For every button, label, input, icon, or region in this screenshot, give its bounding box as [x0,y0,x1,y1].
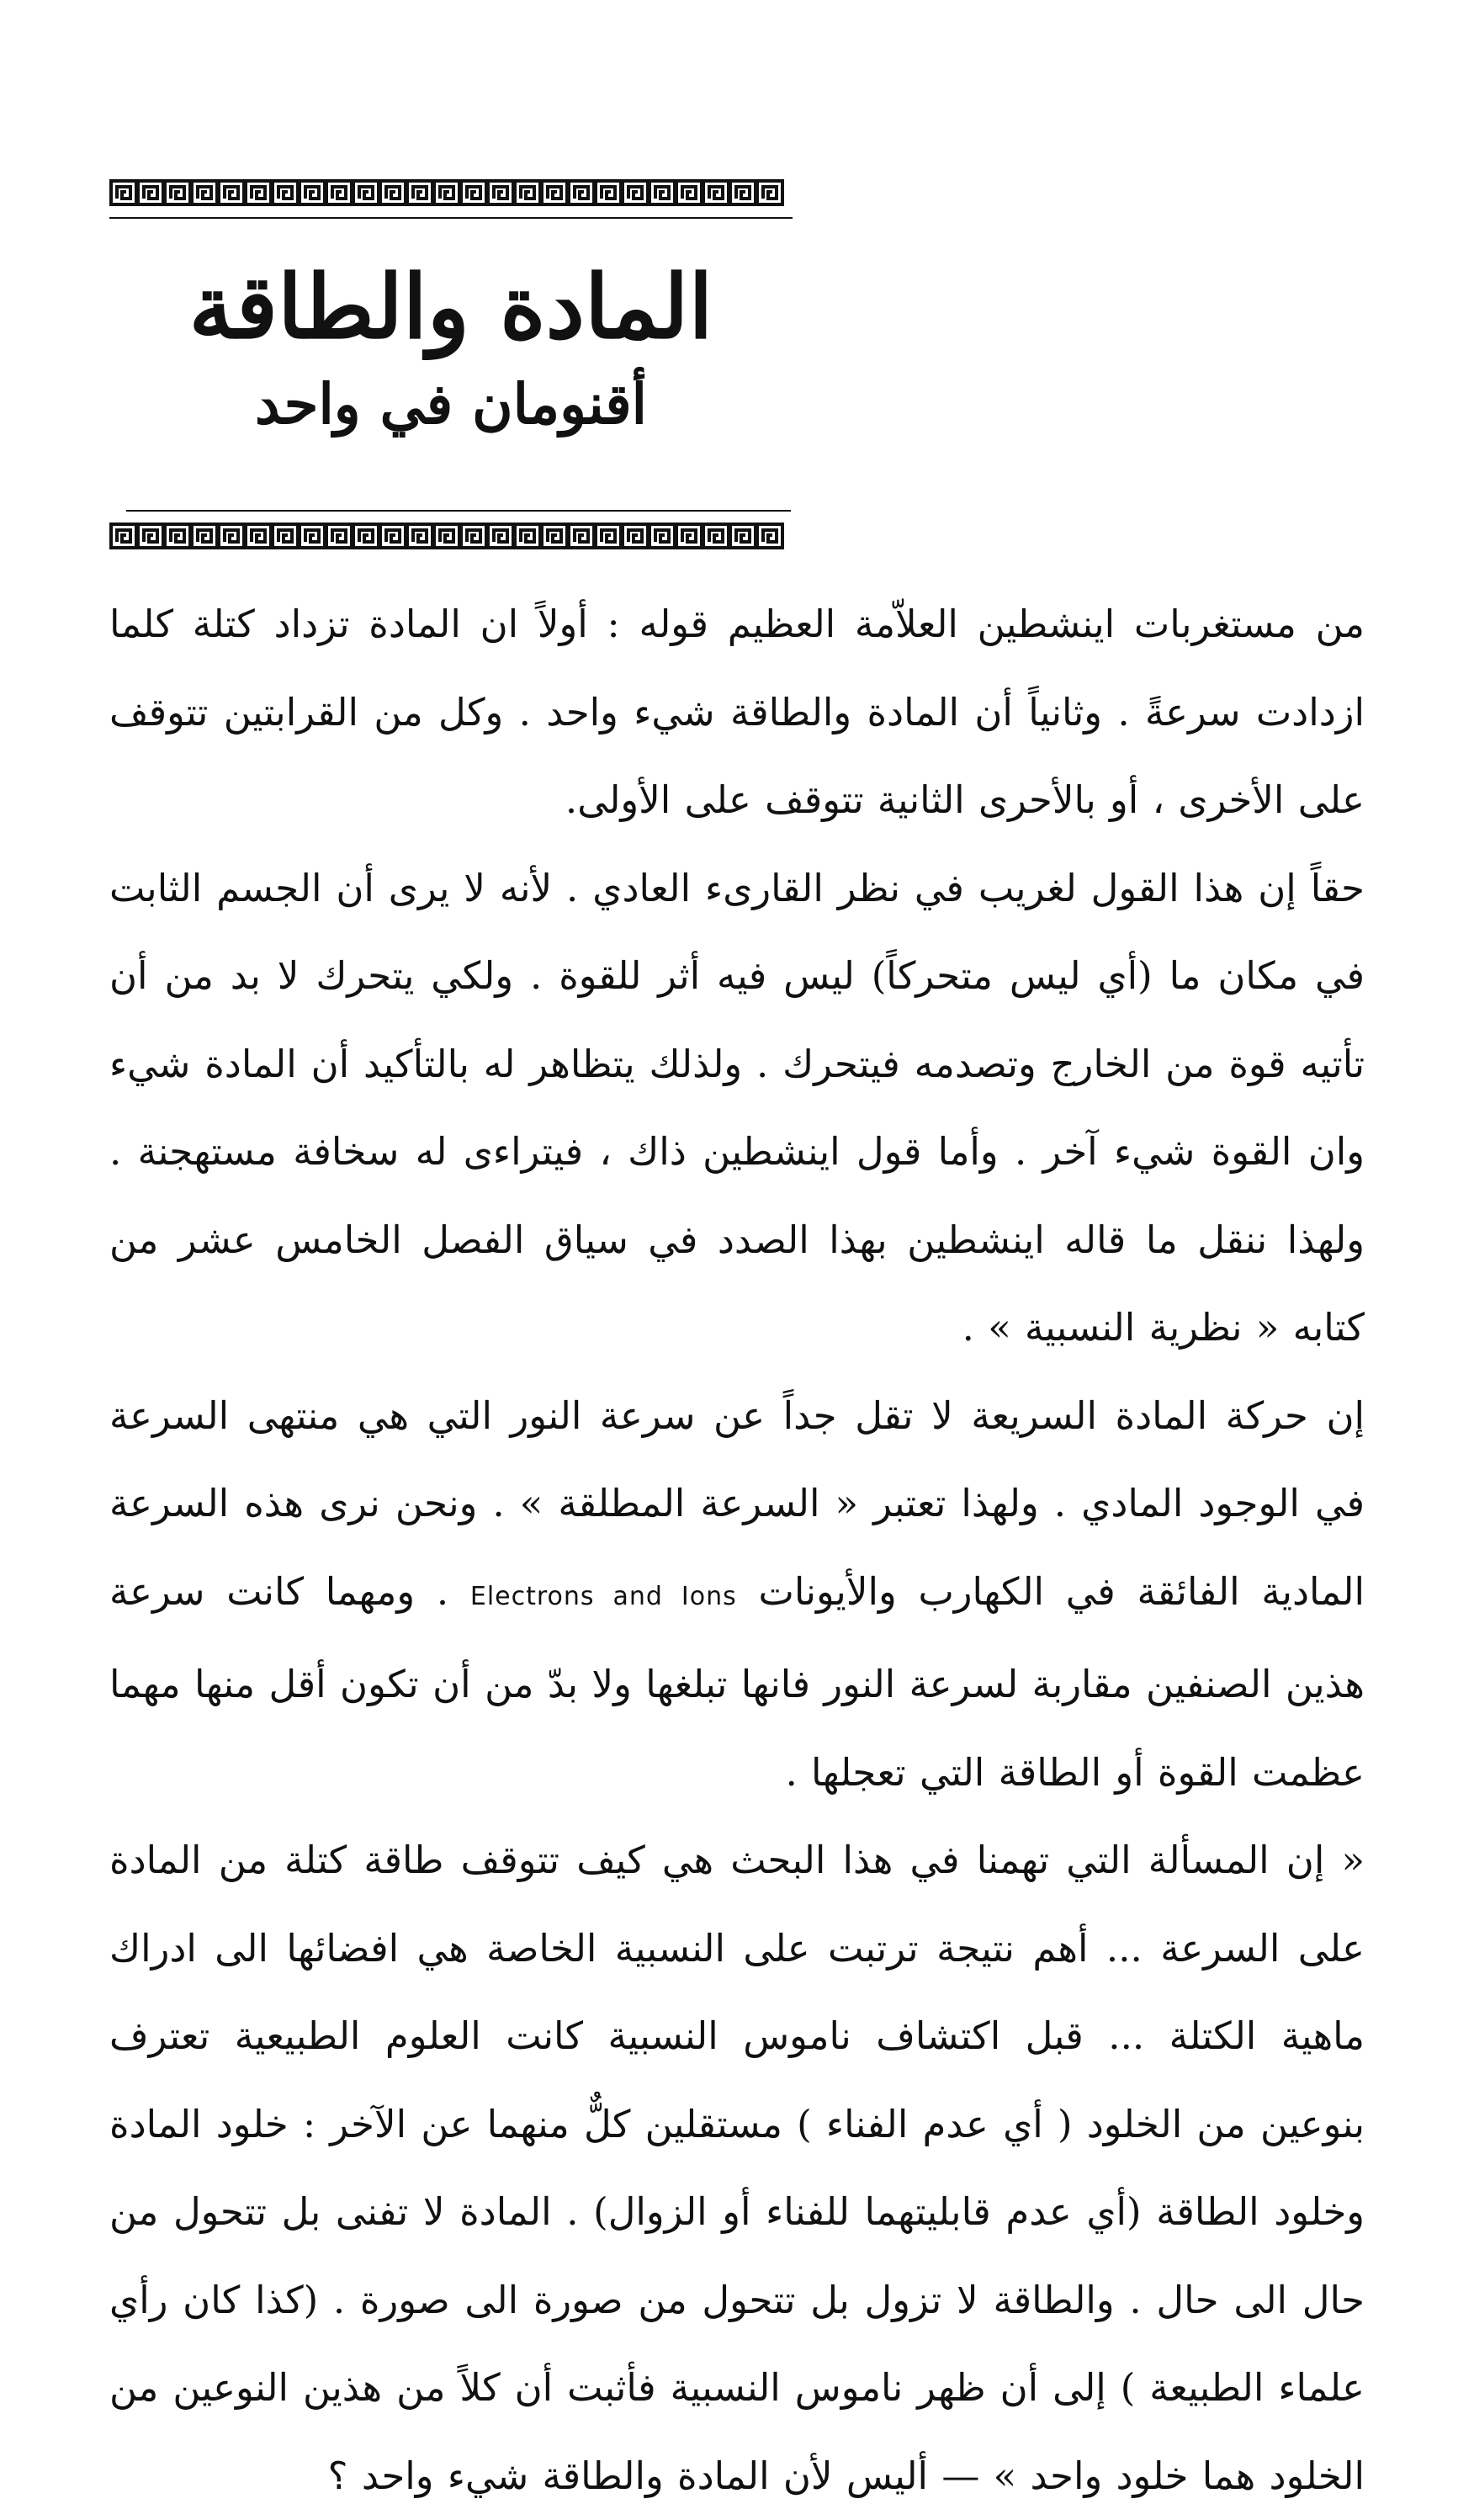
paragraph-text: من مستغربات اينشطين العلاّمة العظيم قوله : أولاً ان المادة تزداد كتلة كلما ازدادت سرعةً . وثانياً أن المادة والطاقة شيء واحد . وكل من القرابتين تتوقف على الأخرى ، أو بالأحرى الثانية تتوقف على الأولى. [109,602,1365,822]
body-paragraph [109,845,1365,1372]
top-ornament-border [109,178,793,207]
paragraph-text: حقاً إن هذا القول لغريب في نظر القارىء العادي . لأنه لا يرى أن الجسم الثابت في مكان ما (أي ليس متحركاً) ليس فيه أثر للقوة . ولكي يتحرك لا بد من أن تأتيه قوة من الخارج وتصدمه فيتحرك . ولذلك يتظاهر له بالتأكيد أن المادة شيء وان القوة شيء آخر . وأما قول اينشطين ذاك ، فيتراءى له سخافة مستهجنة . ولهذا ننقل ما قاله اينشطين بهذا الصدد في سياق الفصل الخامس عشر من كتابه « نظرية النسبية » . [109,865,1365,1350]
middle-ornament-border [109,522,793,550]
heading-block [109,252,793,446]
body-paragraph [109,581,1365,845]
top-rule [109,217,793,219]
body-paragraph [109,1817,1365,2520]
paragraph-text: « إن المسألة التي تهمنا في هذا البحث هي كيف تتوقف طاقة كتلة من المادة على السرعة ... أهم نتيجة ترتبت على النسبية الخاصة هي افضائها الى ادراك ماهية الكتلة ... قبل اكتشاف ناموس النسبية كانت العلوم الطبيعية تعترف بنوعين من الخلود ( أي عدم الفناء ) مستقلين كلٌّ منهما عن الآخر : خلود المادة وخلود الطاقة (أي عدم قابليتهما للفناء أو الزوال) . المادة لا تفنى بل تتحول من حال الى حال . والطاقة لا تزول بل تتحول من صورة الى صورة . (كذا كان رأي علماء الطبيعة ) إلى أن ظهر ناموس النسبية فأثبت أن كلاً من هذين النوعين من الخلود هما خلود واحد » — أليس لأن المادة والطاقة شيء واحد ؟ [109,1838,1365,2498]
paragraph-text: . ومهما كانت سرعة هذين الصنفين مقاربة لسرعة النور فانها تبلغها ولا بدّ من أن تكون أقل منها مهما عظمت القوة أو الطاقة التي تعجلها . [109,1568,1365,1795]
body-paragraph [109,1372,1365,1817]
article-title: المادة والطاقة [188,255,713,358]
article-body [109,581,1365,2520]
middle-rule [126,510,791,512]
latin-term: Electrons and Ions [469,1581,737,1611]
paragraph-text: إن حركة المادة السريعة لا تقل جداً عن سرعة النور التي هي منتهى السرعة في الوجود المادي . ولهذا تعتبر « السرعة المطلقة » . ونحن نرى هذه السرعة المادية الفائقة في الكهارب والأيونات [109,1393,1365,1614]
article-subtitle: أقنومان في واحد [255,371,647,437]
